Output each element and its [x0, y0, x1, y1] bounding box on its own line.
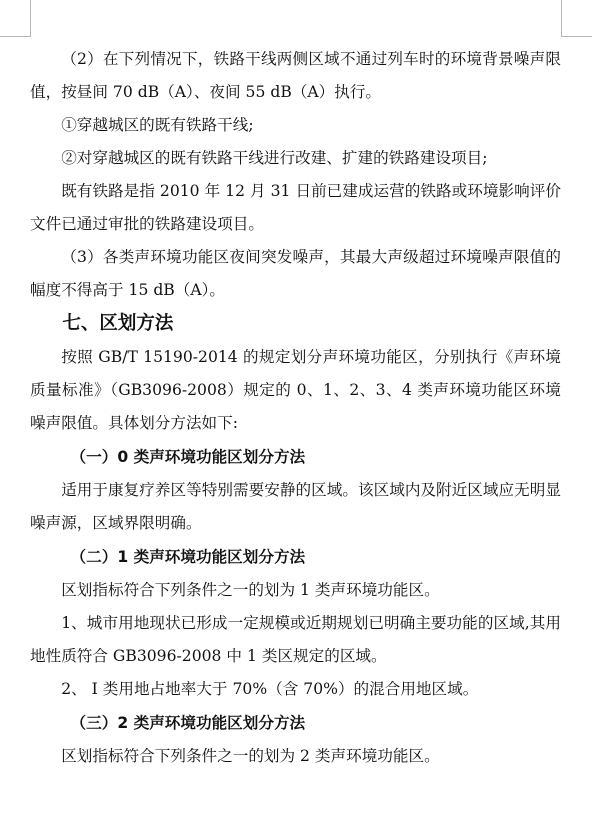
paragraph-class-0-description: 适用于康复疗养区等特别需要安静的区域。该区域内及附近区域应无明显噪声源，区域界限明确。 — [30, 481, 561, 532]
list-item-class-1-condition-1: 1、城市用地现状已形成一定规模或近期规划已明确主要功能的区域,其用地性质符合 GB3096-2008 中 1 类区规定的区域。 — [30, 614, 561, 665]
paragraph-night-sudden-noise: （3）各类声环境功能区夜间突发噪声，其最大声级超过环境噪声限值的幅度不得高于 15 dB（A）。 — [30, 248, 561, 299]
list-item-railway-reconstruction: ②对穿越城区的既有铁路干线进行改建、扩建的铁路建设项目; — [61, 149, 488, 167]
paragraph-class-2-criteria: 区划指标符合下列条件之一的划为 2 类声环境功能区。 — [61, 747, 440, 765]
subsection-heading-class-1: （二）1 类声环境功能区划分方法 — [70, 548, 306, 566]
subsection-heading-class-0: （一）0 类声环境功能区划分方法 — [70, 448, 306, 466]
crop-mark-top-left — [0, 0, 31, 37]
document-body — [30, 43, 561, 773]
crop-mark-top-right — [561, 0, 592, 37]
section-heading: 七、区划方法 — [62, 313, 174, 334]
paragraph-section-intro: 按照 GB/T 15190-2014 的规定划分声环境功能区，分别执行《声环境质量标准》（GB3096-2008）规定的 0、1、2、3、4 类声环境功能区环境噪声限值。具体划分方法如下: — [30, 348, 561, 432]
paragraph-existing-railway-definition: 既有铁路是指 2010 年 12 月 31 日前已建成运营的铁路或环境影响评价文件已通过审批的铁路建设项目。 — [30, 182, 561, 233]
paragraph-class-1-criteria: 区划指标符合下列条件之一的划为 1 类声环境功能区。 — [61, 581, 440, 599]
subsection-heading-class-2: （三）2 类声环境功能区划分方法 — [70, 714, 306, 732]
paragraph-railway-background-noise: （2）在下列情况下，铁路干线两侧区域不通过列车时的环境背景噪声限值，按昼间 70 dB（A）、夜间 55 dB（A）执行。 — [30, 50, 561, 101]
list-item-existing-railway: ①穿越城区的既有铁路干线; — [61, 116, 254, 134]
list-item-class-1-condition-2: 2、 I 类用地占地率大于 70%（含 70%）的混合用地区域。 — [61, 680, 479, 698]
